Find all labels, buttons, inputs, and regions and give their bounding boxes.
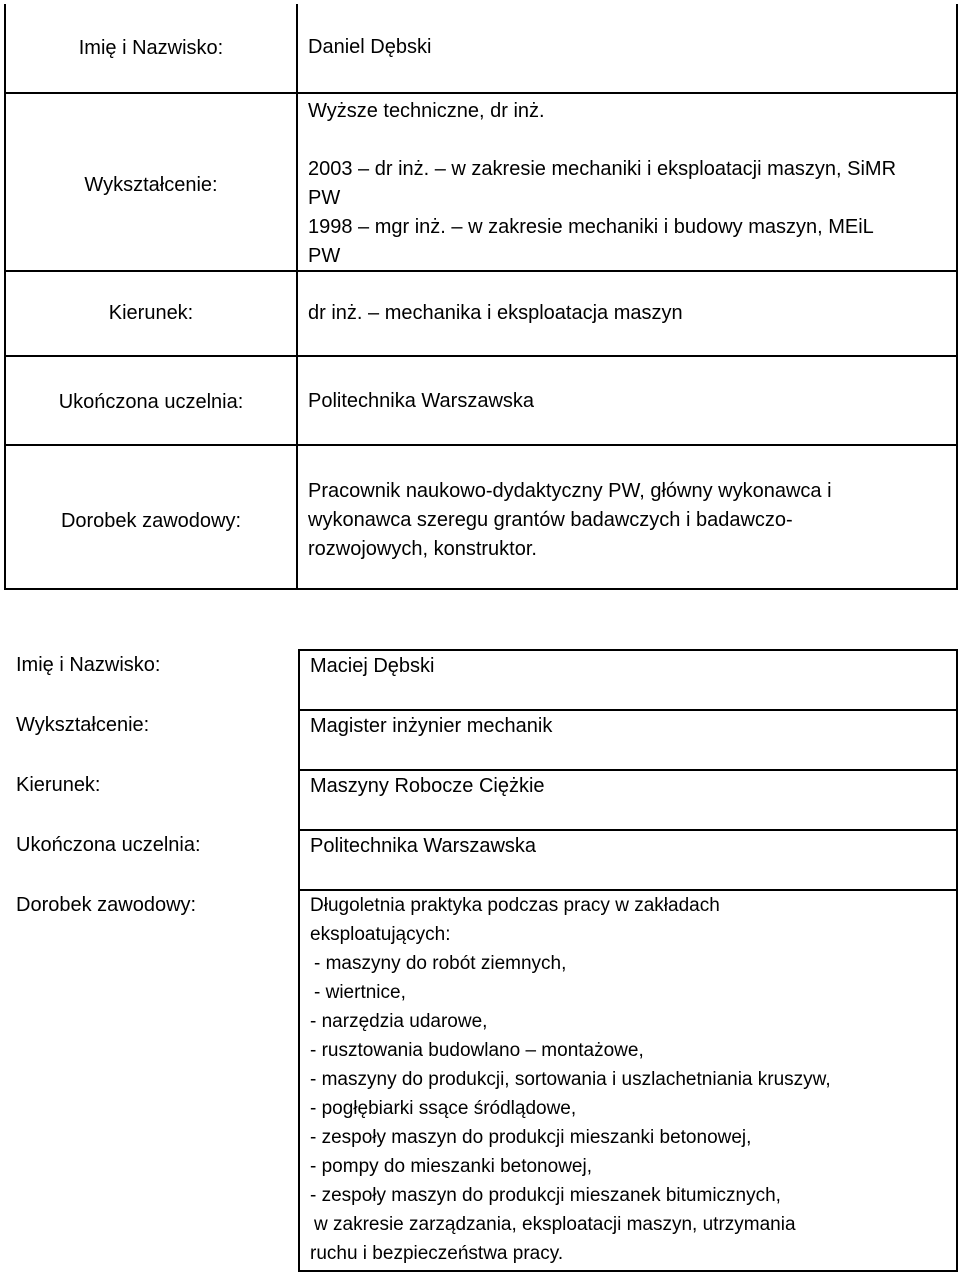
career-item: - pompy do mieszanki betonowej, xyxy=(310,1156,592,1177)
education-line: PW xyxy=(308,187,341,209)
career-line: Pracownik naukowo-dydaktyczny PW, główny wykonawca i xyxy=(308,480,832,502)
career-item: - zespoły maszyn do produkcji mieszanek bitumicznych, xyxy=(310,1185,781,1206)
education-value-2: Magister inżynier mechanik xyxy=(310,715,553,737)
career-line: ruchu i bezpieczeństwa pracy. xyxy=(310,1243,564,1264)
university-value-2: Politechnika Warszawska xyxy=(310,835,537,857)
career-line: rozwojowych, konstruktor. xyxy=(308,538,537,560)
row-name xyxy=(6,4,956,93)
career-line: w zakresie zarządzania, eksploatacji maszyn, utrzymania xyxy=(314,1214,796,1235)
row-divider xyxy=(300,829,956,831)
row-divider xyxy=(300,769,956,771)
education-line: 1998 – mgr inż. – w zakresie mechaniki i budowy maszyn, MEiL xyxy=(308,216,874,238)
education-line: 2003 – dr inż. – w zakresie mechaniki i eksploatacji maszyn, SiMR xyxy=(308,158,897,180)
university-value: Politechnika Warszawska xyxy=(308,390,535,412)
career-list-2 xyxy=(310,891,831,1268)
career-item: - rusztowania budowlano – montażowe, xyxy=(310,1040,644,1061)
row-university xyxy=(6,355,956,445)
career-item: - pogłębiarki ssące śródlądowe, xyxy=(310,1098,577,1119)
direction-value: dr inż. – mechanika i eksploatacja maszyn xyxy=(308,302,683,324)
career-item: - zespoły maszyn do produkcji mieszanki betonowej, xyxy=(310,1127,752,1148)
career-label-2: Dorobek zawodowy: xyxy=(16,894,197,916)
career-value xyxy=(308,477,948,564)
education-label-2: Wykształcenie: xyxy=(16,714,150,736)
name-label-2: Imię i Nazwisko: xyxy=(16,654,161,676)
direction-label: Kierunek: xyxy=(108,302,194,324)
career-line: wykonawca szeregu grantów badawczych i badawczo- xyxy=(308,509,793,531)
university-label-2: Ukończona uczelnia: xyxy=(16,834,201,856)
row-education xyxy=(6,92,956,272)
career-item: - narzędzia udarowe, xyxy=(310,1011,488,1032)
name-value-2: Maciej Dębski xyxy=(310,655,435,677)
career-item: - maszyny do produkcji, sortowania i uszlachetniania kruszyw, xyxy=(310,1069,831,1090)
career-line: eksploatujących: xyxy=(310,924,451,945)
education-value xyxy=(308,97,948,271)
name-value: Daniel Dębski xyxy=(308,36,432,58)
cv-table-maciej xyxy=(298,649,958,1272)
career-line: Długoletnia praktyka podczas pracy w zakładach xyxy=(310,895,720,916)
education-line: Wyższe techniczne, dr inż. xyxy=(308,100,545,122)
cv-table-daniel xyxy=(4,4,958,590)
name-label: Imię i Nazwisko: xyxy=(78,37,224,59)
career-item: - maszyny do robót ziemnych, xyxy=(314,953,567,974)
row-divider xyxy=(300,709,956,711)
direction-label-2: Kierunek: xyxy=(16,774,101,796)
career-label: Dorobek zawodowy: xyxy=(60,510,242,532)
education-label: Wykształcenie: xyxy=(84,174,218,196)
education-line: PW xyxy=(308,245,341,267)
university-label: Ukończona uczelnia: xyxy=(58,391,244,413)
career-item: - wiertnice, xyxy=(314,982,406,1003)
direction-value-2: Maszyny Robocze Ciężkie xyxy=(310,775,545,797)
education-line xyxy=(308,126,948,155)
row-career xyxy=(6,444,956,590)
row-direction xyxy=(6,270,956,358)
